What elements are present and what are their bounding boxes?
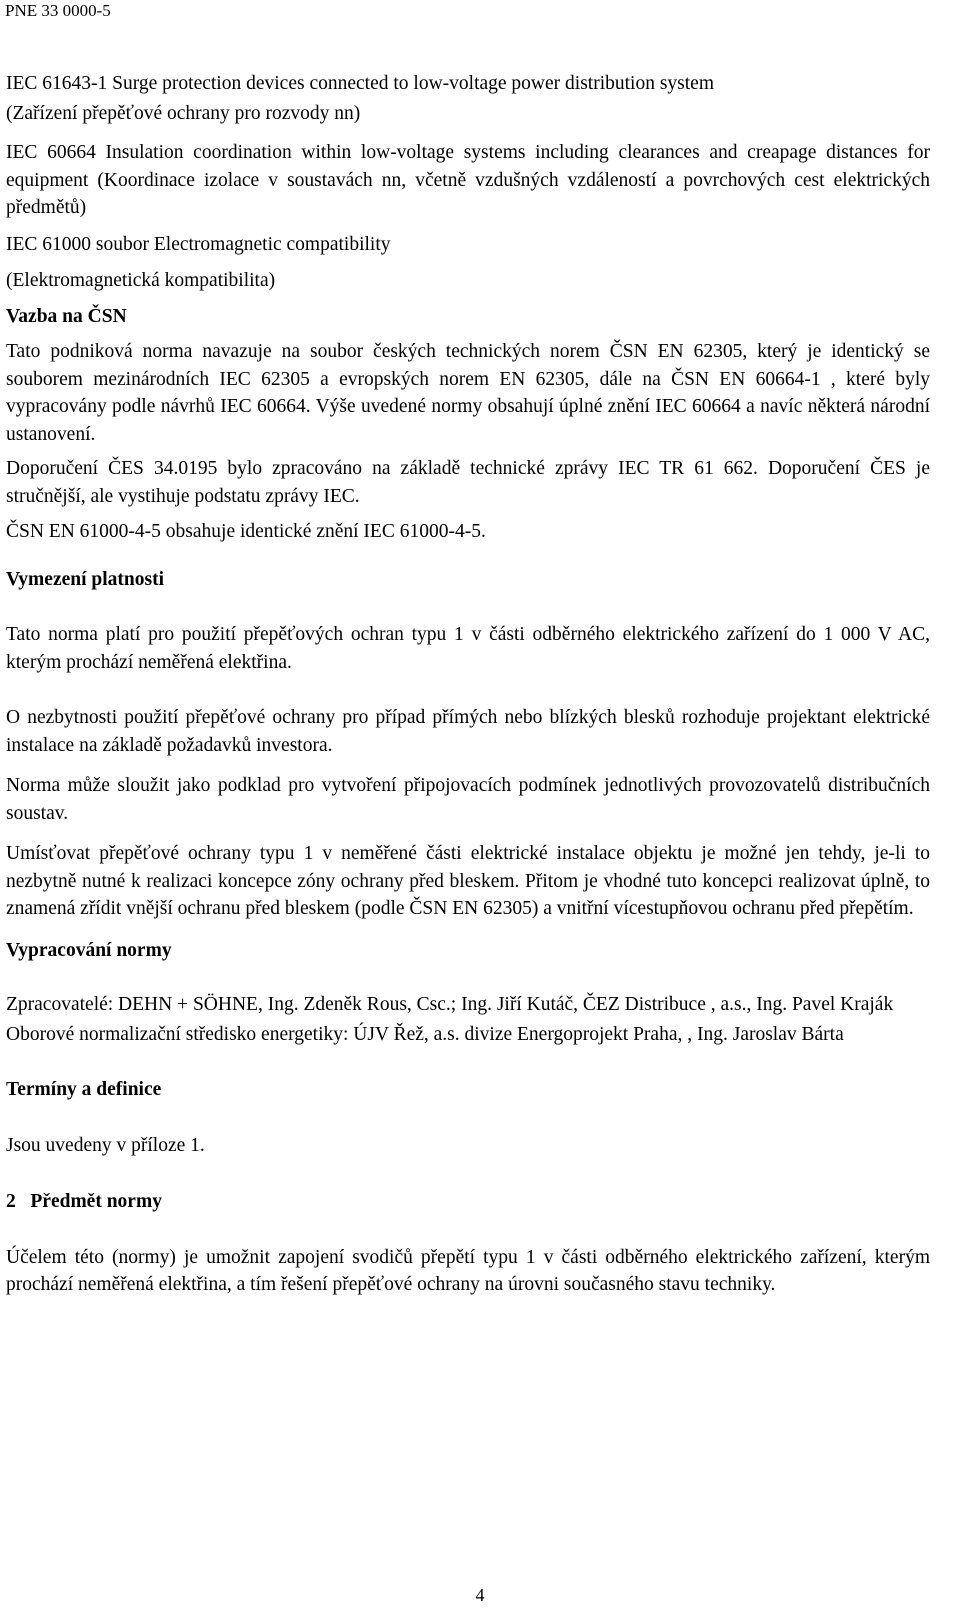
reference-iec-60664: IEC 60664 Insulation coordination within low-voltage systems including clearances and creapage distances for equipment (Koordinace izolace v soustavách nn, včetně vzdušných vzdáleností a povrchových cest elektrických předmětů) bbox=[6, 142, 930, 218]
vazba-paragraph-1: Tato podniková norma navazuje na soubor českých technických norem ČSN EN 62305, který je identický se souborem mezinárodních IEC 62305 a evropských norem EN 62305, dále na ČSN EN 60664-1 , které byly vypracovány podle návrhů IEC 60664. Výše uvedené normy obsahují úplné znění IEC 60664 a navíc některá národní ustanovení. bbox=[6, 341, 930, 445]
reference-iec-61000-line2: (Elektromagnetická kompatibilita) bbox=[6, 270, 276, 291]
heading-predmet: 2 Předmět normy bbox=[6, 1191, 162, 1212]
vymezeni-paragraph-4: Umísťovat přepěťové ochrany typu 1 v neměřené části elektrické instalace objektu je možné jen tehdy, je-li to nezbytně nutné k realizaci koncepce zóny ochrany před bleskem. Přitom je vhodné tuto koncepci realizovat úplně, to znamená zřídit vnější ochranu před bleskem (podle ČSN EN 62305) a vnitřní vícestupňovou ochranu před přepětím. bbox=[6, 843, 930, 919]
reference-iec-61000-line1: IEC 61000 soubor Electromagnetic compatibility bbox=[6, 233, 391, 255]
document-code: PNE 33 0000-5 bbox=[5, 1, 111, 20]
page-content bbox=[6, 70, 930, 1299]
heading-vypracovani: Vypracování normy bbox=[6, 939, 172, 961]
predmet-paragraph-1: Účelem této (normy) je umožnit zapojení svodičů přepětí typu 1 v části odběrného elektrického zařízení, kterým prochází neměřená elektřina, a tím řešení přepěťové ochrany na úrovni současného stavu techniky. bbox=[6, 1246, 930, 1295]
vymezeni-paragraph-3: Norma může sloužit jako podklad pro vytvoření připojovacích podmínek jednotlivých provozovatelů distribučních soustav. bbox=[6, 775, 930, 824]
heading-vymezeni: Vymezení platnosti bbox=[6, 568, 164, 590]
vazba-paragraph-2: Doporučení ČES 34.0195 bylo zpracováno na základě technické zprávy IEC TR 61 662. Doporučení ČES je stručnější, ale vystihuje podstatu zprávy IEC. bbox=[6, 458, 930, 507]
vypracovani-paragraph-1: Zpracovatelé: DEHN + SÖHNE, Ing. Zdeněk Rous, Csc.; Ing. Jiří Kutáč, ČEZ Distribuce , a.s., Ing. Pavel Kraják bbox=[6, 994, 894, 1015]
heading-terminy: Termíny a definice bbox=[6, 1079, 162, 1100]
terminy-paragraph-1: Jsou uvedeny v příloze 1. bbox=[6, 1134, 205, 1156]
vypracovani-paragraph-2: Oborové normalizační středisko energetiky: ÚJV Řež, a.s. divize Energoprojekt Praha, , Ing. Jaroslav Bárta bbox=[6, 1023, 844, 1045]
page-number: 4 bbox=[475, 1585, 485, 1605]
vymezeni-paragraph-1: Tato norma platí pro použití přepěťových ochran typu 1 v části odběrného elektrického zařízení do 1 000 V AC, kterým prochází neměřená elektřina. bbox=[6, 624, 930, 673]
vazba-paragraph-3: ČSN EN 61000-4-5 obsahuje identické znění IEC 61000-4-5. bbox=[6, 521, 486, 542]
heading-vazba: Vazba na ČSN bbox=[6, 305, 127, 327]
reference-iec-61643-line2: (Zařízení přepěťové ochrany pro rozvody nn) bbox=[6, 102, 361, 124]
vymezeni-paragraph-2: O nezbytnosti použití přepěťové ochrany pro případ přímých nebo blízkých blesků rozhoduje projektant elektrické instalace na základě požadavků investora. bbox=[6, 707, 930, 756]
reference-iec-61643-line1: IEC 61643-1 Surge protection devices connected to low-voltage power distribution system bbox=[6, 73, 714, 94]
